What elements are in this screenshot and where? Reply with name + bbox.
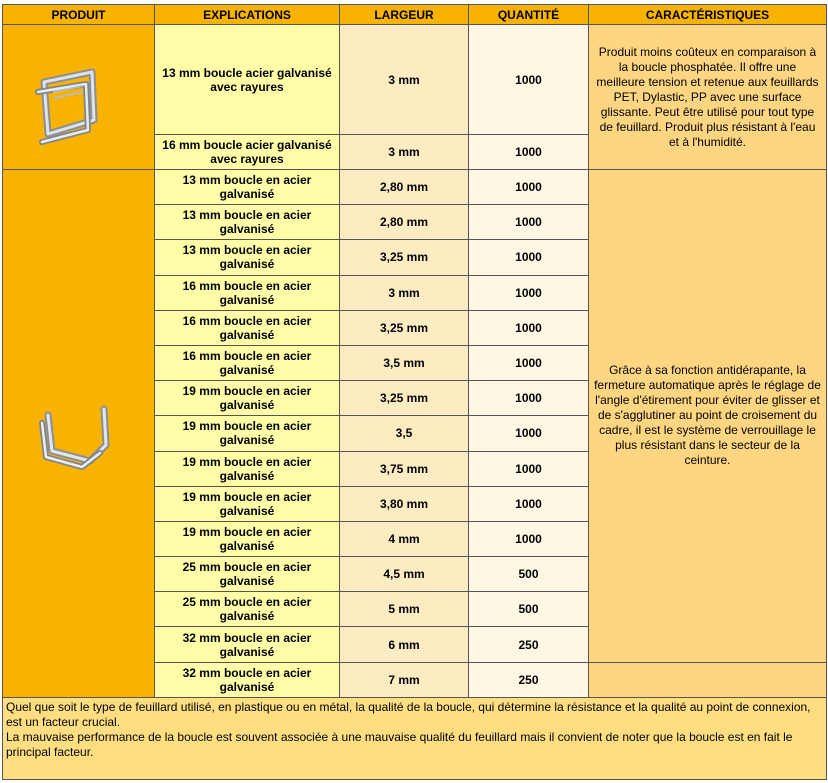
quantite-cell: 250 (469, 627, 589, 662)
largeur-cell: 3,25 mm (340, 240, 469, 275)
largeur-cell: 3,5 (340, 416, 469, 451)
explication-cell: 13 mm boucle en acier galvanisé (155, 240, 340, 275)
explication-cell: 13 mm boucle acier galvanisé avec rayures (155, 25, 340, 135)
quantite-cell: 1000 (469, 240, 589, 275)
product-image-cell-1 (3, 25, 155, 170)
largeur-cell: 2,80 mm (340, 205, 469, 240)
header-caracteristiques: CARACTÉRISTIQUES (589, 5, 827, 25)
buckle-galvanized-icon (34, 393, 124, 473)
caracteristiques-cell-1: Produit moins coûteux en comparaison à la boucle phosphatée. Il offre une meilleure tension et retenue aux feuillards PET, Dylastic, PP avec une surface glissante. Peut être utilisé pour tout type de feuillard. Produit plus résistant à l'eau et à l'humidité. (589, 25, 827, 170)
explication-cell: 25 mm boucle en acier galvanisé (155, 557, 340, 592)
quantite-cell: 1000 (469, 135, 589, 170)
quantite-cell: 1000 (469, 451, 589, 486)
explication-cell: 19 mm boucle en acier galvanisé (155, 521, 340, 556)
explication-cell: 19 mm boucle en acier galvanisé (155, 416, 340, 451)
explication-cell: 19 mm boucle en acier galvanisé (155, 381, 340, 416)
quantite-cell: 500 (469, 592, 589, 627)
quantite-cell: 500 (469, 557, 589, 592)
quantite-cell: 1000 (469, 345, 589, 380)
product-table-wrapper (2, 4, 826, 780)
largeur-cell: 3 mm (340, 275, 469, 310)
header-row (3, 5, 827, 25)
table-row (3, 170, 827, 205)
explication-cell: 16 mm boucle en acier galvanisé (155, 275, 340, 310)
largeur-cell: 4,5 mm (340, 557, 469, 592)
quantite-cell: 1000 (469, 310, 589, 345)
product-image-cell-2 (3, 170, 155, 698)
quantite-cell: 1000 (469, 381, 589, 416)
note-row (3, 697, 827, 779)
explication-cell: 16 mm boucle en acier galvanisé (155, 310, 340, 345)
largeur-cell: 4 mm (340, 521, 469, 556)
header-quantite: QUANTITÉ (469, 5, 589, 25)
largeur-cell: 7 mm (340, 662, 469, 697)
header-produit: PRODUIT (3, 5, 155, 25)
table-row (3, 25, 827, 135)
note-line-1: Quel que soit le type de feuillard utilisé, en plastique ou en métal, la qualité de la boucle, qui détermine la résistance et la qualité au point de connexion, est un facteur crucial. (6, 699, 811, 729)
quantite-cell: 1000 (469, 170, 589, 205)
explication-cell: 16 mm boucle acier galvanisé avec rayures (155, 135, 340, 170)
header-explications: EXPLICATIONS (155, 5, 340, 25)
largeur-cell: 3,25 mm (340, 381, 469, 416)
explication-cell: 25 mm boucle en acier galvanisé (155, 592, 340, 627)
explication-cell: 32 mm boucle en acier galvanisé (155, 662, 340, 697)
explication-cell: 16 mm boucle en acier galvanisé (155, 345, 340, 380)
largeur-cell: 2,80 mm (340, 170, 469, 205)
quantite-cell: 1000 (469, 486, 589, 521)
caracteristiques-empty-cell (589, 662, 827, 697)
note-line-2: La mauvaise performance de la boucle est souvent associée à une mauvaise qualité du feuillard mais il convient de noter que la boucle est en fait le principal facteur. (6, 729, 793, 759)
explication-cell: 32 mm boucle en acier galvanisé (155, 627, 340, 662)
explication-cell: 19 mm boucle en acier galvanisé (155, 486, 340, 521)
caracteristiques-cell-2: Grâce à sa fonction antidérapante, la fermeture automatique après le réglage de l'angle d'étirement pour éviter de glisser et de s'agglutiner au point de croisement du cadre, il est le système de verrouillage le plus résistant dans le secteur de la ceinture. (589, 170, 827, 663)
largeur-cell: 3,80 mm (340, 486, 469, 521)
product-table (2, 4, 827, 780)
quantite-cell: 1000 (469, 25, 589, 135)
header-largeur: LARGEUR (340, 5, 469, 25)
quantite-cell: 1000 (469, 205, 589, 240)
largeur-cell: 5 mm (340, 592, 469, 627)
largeur-cell: 3 mm (340, 135, 469, 170)
explication-cell: 19 mm boucle en acier galvanisé (155, 451, 340, 486)
buckle-phosphate-icon (24, 42, 134, 152)
largeur-cell: 6 mm (340, 627, 469, 662)
quantite-cell: 1000 (469, 521, 589, 556)
quantite-cell: 1000 (469, 416, 589, 451)
largeur-cell: 3,25 mm (340, 310, 469, 345)
largeur-cell: 3,5 mm (340, 345, 469, 380)
explication-cell: 13 mm boucle en acier galvanisé (155, 205, 340, 240)
quantite-cell: 1000 (469, 275, 589, 310)
largeur-cell: 3,75 mm (340, 451, 469, 486)
largeur-cell: 3 mm (340, 25, 469, 135)
quantite-cell: 250 (469, 662, 589, 697)
explication-cell: 13 mm boucle en acier galvanisé (155, 170, 340, 205)
note-cell (3, 697, 827, 779)
